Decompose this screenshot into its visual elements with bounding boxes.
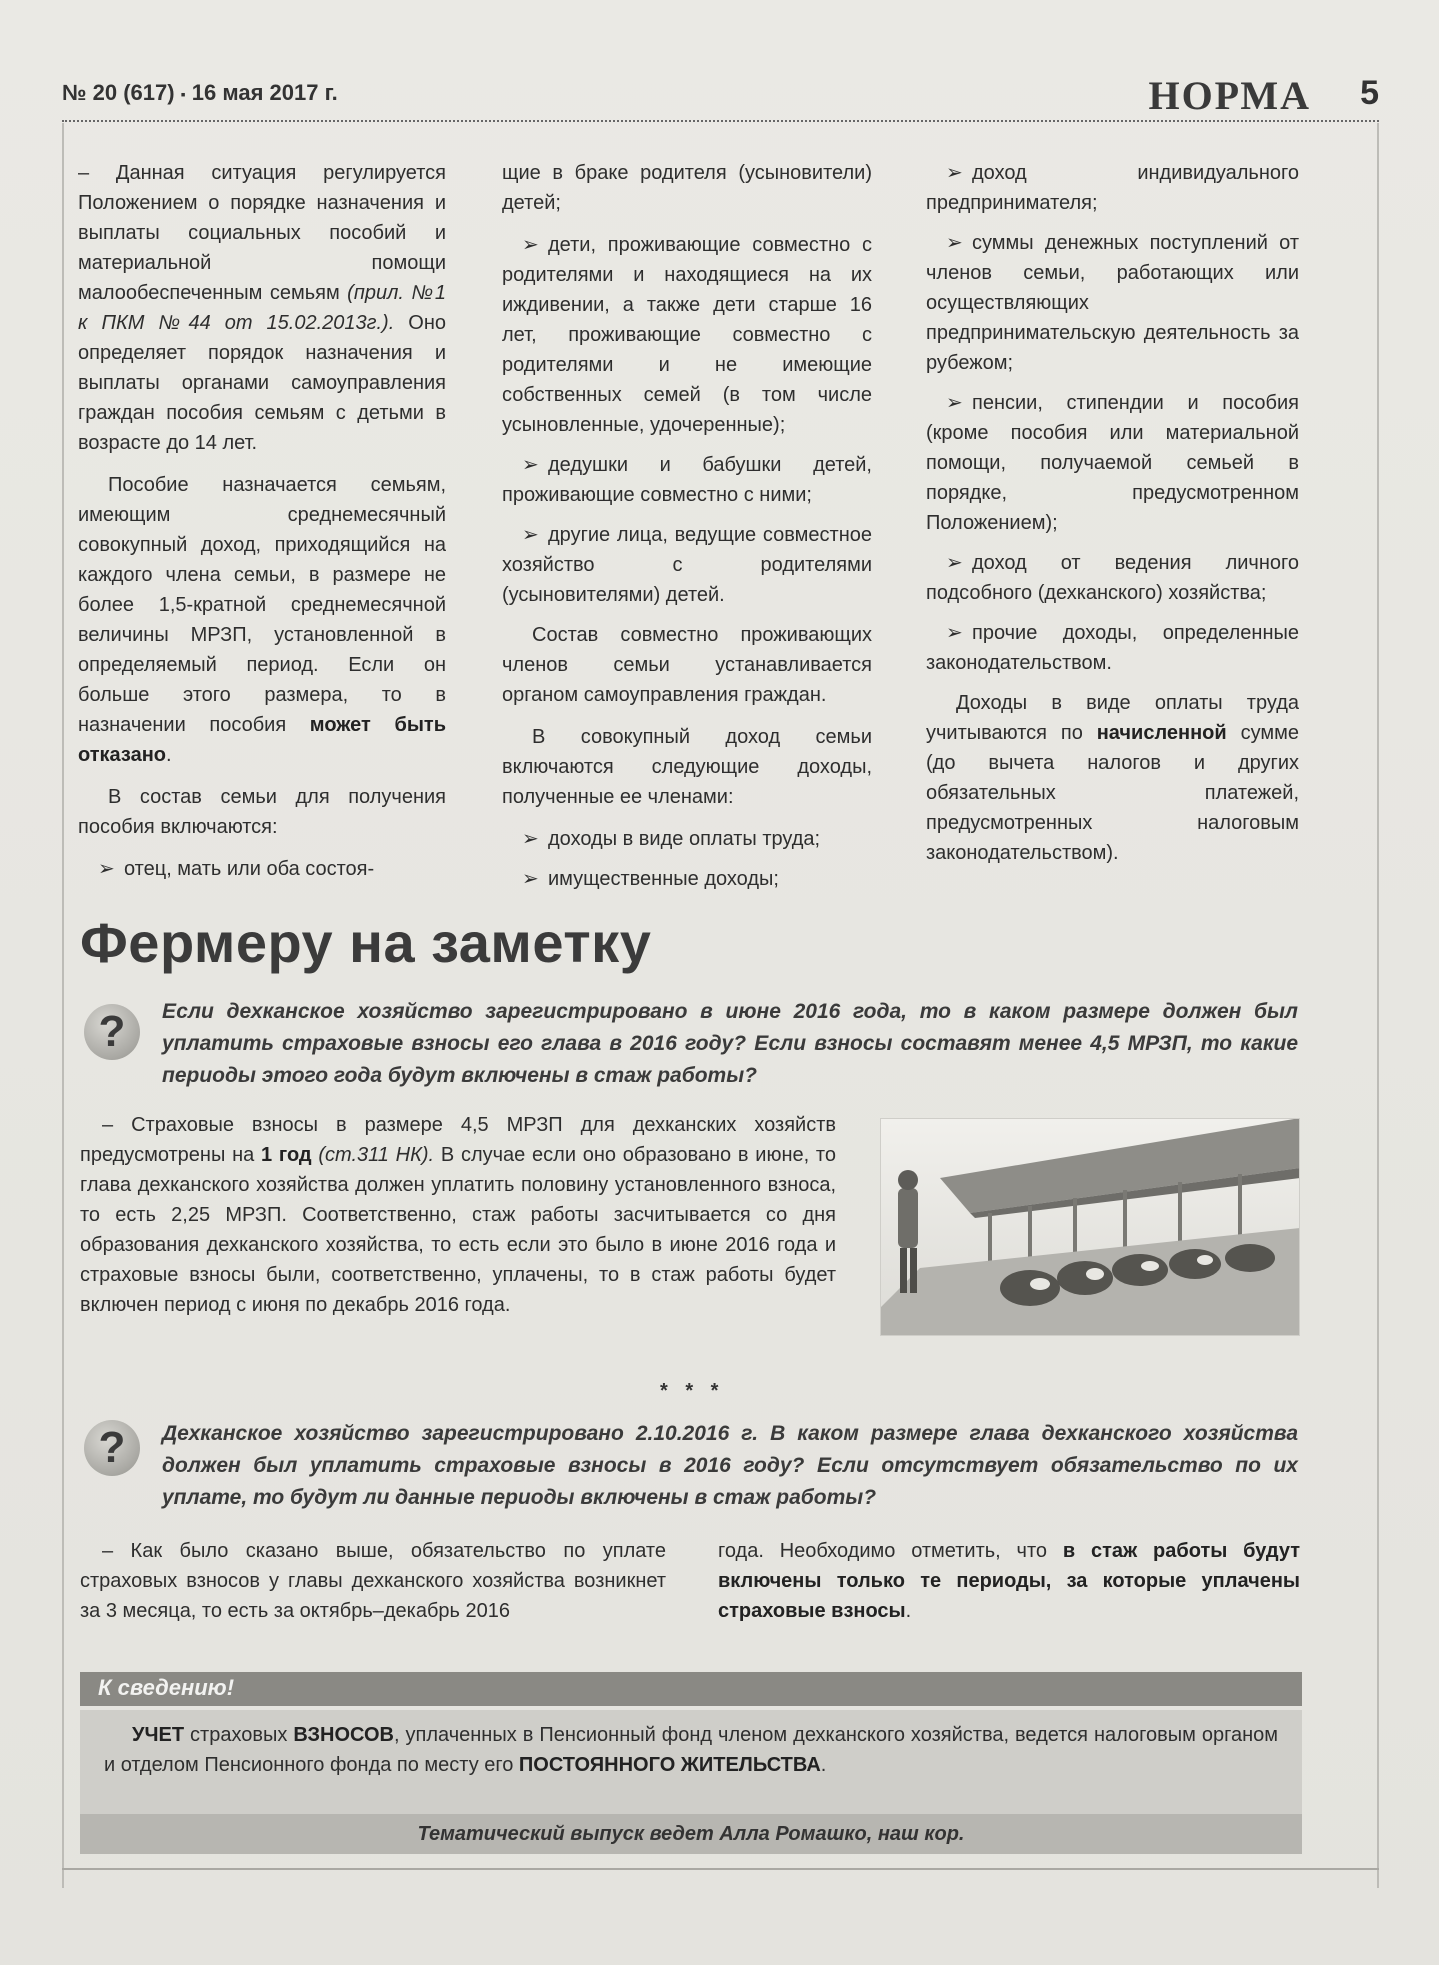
arrow-bullet-icon: ➢: [946, 622, 963, 644]
farm-photo: [880, 1118, 1300, 1336]
emphasis: 1 год: [261, 1144, 312, 1166]
arrow-bullet-icon: ➢: [522, 828, 539, 850]
arrow-bullet-icon: ➢: [522, 524, 539, 546]
answer-2-right: года. Необходимо отметить, что в стаж работы будут включены только те периоды, за которые уплачены страховые взносы.: [718, 1540, 1300, 1622]
left-border: [62, 123, 64, 1888]
emphasis: начисленной: [1096, 722, 1227, 744]
info-heading: К сведению!: [98, 1675, 235, 1700]
answer-2-left: – Как было сказано выше, обязательство по уплате страховых взносов у главы дехканского хозяйства возникнет за 3 месяца, то есть за октябрь–декабрь 2016: [80, 1540, 666, 1622]
separator-stars: * * *: [660, 1380, 725, 1402]
answer-1: – Страховые взносы в размере 4,5 МРЗП для дехканских хозяйств предусмотрены на 1 год (ст.311 НК). В случае если оно образовано в июне, то глава дехканского хозяйства должен уплатить половину установленного взноса, то есть 2,25 МРЗП. Соответственно, стаж работы засчитывается со дня образования дехканского хозяйства, то есть если это было в июне 2016 года и страховые взносы были, соответственно, уплачены, то в стаж работы будет включен период с июня по декабрь 2016 года.: [80, 1114, 836, 1316]
list-item: ➢ пенсии, стипендии и пособия (кроме пособия или материальной помощи, получаемой семьей в порядке, предусмотренном Положением);: [926, 388, 1299, 538]
info-box-header: [80, 1672, 1302, 1706]
legal-reference: (ст.311 НК).: [311, 1144, 435, 1166]
arrow-bullet-icon: ➢: [946, 232, 963, 254]
list-item: ➢ доходы в виде оплаты труда;: [502, 824, 872, 854]
arrow-bullet-icon: ➢: [522, 234, 539, 256]
paragraph: В совокупный доход семьи включаются следующие доходы, полученные ее членами:: [502, 726, 872, 808]
arrow-bullet-icon: ➢: [946, 162, 963, 184]
arrow-bullet-icon: ➢: [946, 392, 963, 414]
question-mark-icon: ?: [84, 1004, 140, 1060]
legal-reference: (прил. №1 к ПКМ №44 от 15.02.2013г.).: [78, 282, 446, 334]
right-border: [1377, 123, 1379, 1888]
issue-number: № 20 (617): [62, 80, 175, 105]
column-2: [502, 158, 872, 904]
paragraph: щие в браке родителя (усыновители) детей;: [502, 162, 872, 214]
list-item: ➢ прочие доходы, определенные законодательством.: [926, 618, 1299, 678]
question-1: Если дехканское хозяйство зарегистрировано в июне 2016 года, то в каком размере должен был уплатить страховые взносы его глава в 2016 году? Если взносы составят менее 4,5 МРЗП, то какие периоды этого года будут включены в стаж работы?: [162, 1000, 1298, 1087]
paragraph: Пособие назначается семьям, имеющим среднемесячный совокупный доход, приходящийся на каждого члена семьи, в размере не более 1,5-кратной среднемесячной величины МРЗП, установленной в определяемый период. Если он больше этого размера, то в назначении пособия может быть отказано.: [78, 474, 446, 766]
emphasis: может быть отказано: [78, 714, 446, 766]
paragraph: – Данная ситуация регулируется Положением о порядке назначения и выплаты социальных пособий и материальной помощи малообеспеченным семьям (прил. №1 к ПКМ №44 от 15.02.2013г.). Оно определяет порядок назначения и выплаты органами самоуправления граждан пособия семьям с детьми в возрасте до 14 лет.: [78, 162, 446, 454]
list-item: ➢ другие лица, ведущие совместное хозяйство с родителями (усыновителями) детей.: [502, 520, 872, 610]
header-rule: [62, 120, 1379, 122]
column-3: [926, 158, 1299, 880]
issue-info: [62, 80, 338, 106]
list-item: ➢ дети, проживающие совместно с родителями и находящиеся на их иждивении, а также дети старше 16 лет, проживающие совместно с родителями и не имеющие собственных семей (в том числе усыновленные, удочеренные);: [502, 230, 872, 440]
arrow-bullet-icon: ➢: [522, 454, 539, 476]
list-item: ➢ дедушки и бабушки детей, проживающие совместно с ними;: [502, 450, 872, 510]
info-box-body: УЧЕТ страховых ВЗНОСОВ, уплаченных в Пенсионный фонд членом дехканского хозяйства, ведется налоговым органом и отделом Пенсионного фонда по месту его ПОСТОЯННОГО ЖИТЕЛЬСТВА.: [80, 1710, 1302, 1818]
newspaper-masthead: НОРМА: [1148, 73, 1311, 118]
list-item: ➢ доход от ведения личного подсобного (дехканского) хозяйства;: [926, 548, 1299, 608]
footer-credit: Тематический выпуск ведет Алла Ромашко, наш кор.: [417, 1823, 965, 1845]
paragraph: Доходы в виде оплаты труда учитываются по начисленной сумме (до вычета налогов и других обязательных платежей, предусмотренных налоговым законодательством).: [926, 692, 1299, 864]
footer-credit-bar: [80, 1814, 1302, 1854]
section-title: Фермеру на заметку: [80, 911, 652, 974]
page-number: 5: [1360, 74, 1379, 112]
issue-separator: ▪: [180, 86, 186, 103]
emphasis: в стаж работы будут включены только те периоды, за которые уплачены страховые взносы: [718, 1540, 1300, 1622]
question-2: Дехканское хозяйство зарегистрировано 2.10.2016 г. В каком размере глава дехканского хозяйства должен был уплатить страховые взносы в 2016 году? Если отсутствует обязательство по их уплате, то будут ли данные периоды включены в стаж работы?: [162, 1422, 1298, 1509]
list-item: ➢ доход индивидуального предпринимателя;: [926, 158, 1299, 218]
arrow-bullet-icon: ➢: [98, 858, 115, 880]
question-mark-icon: ?: [84, 1420, 140, 1476]
arrow-bullet-icon: ➢: [946, 552, 963, 574]
list-item: ➢ суммы денежных поступлений от членов семьи, работающих или осуществляющих предпринимательскую деятельность за рубежом;: [926, 228, 1299, 378]
bottom-rule: [62, 1868, 1379, 1870]
list-item: ➢ имущественные доходы;: [502, 864, 872, 894]
issue-date: 16 мая 2017 г.: [191, 80, 338, 105]
column-1: [78, 158, 446, 894]
cattle-barn-image: [880, 1118, 1300, 1336]
list-item: ➢ отец, мать или оба состоя-: [78, 854, 446, 884]
paragraph: Состав совместно проживающих членов семьи устанавливается органом самоуправления граждан.: [502, 624, 872, 706]
arrow-bullet-icon: ➢: [522, 868, 539, 890]
page-header: [62, 72, 1379, 120]
paragraph: В состав семьи для получения пособия включаются:: [78, 786, 446, 838]
